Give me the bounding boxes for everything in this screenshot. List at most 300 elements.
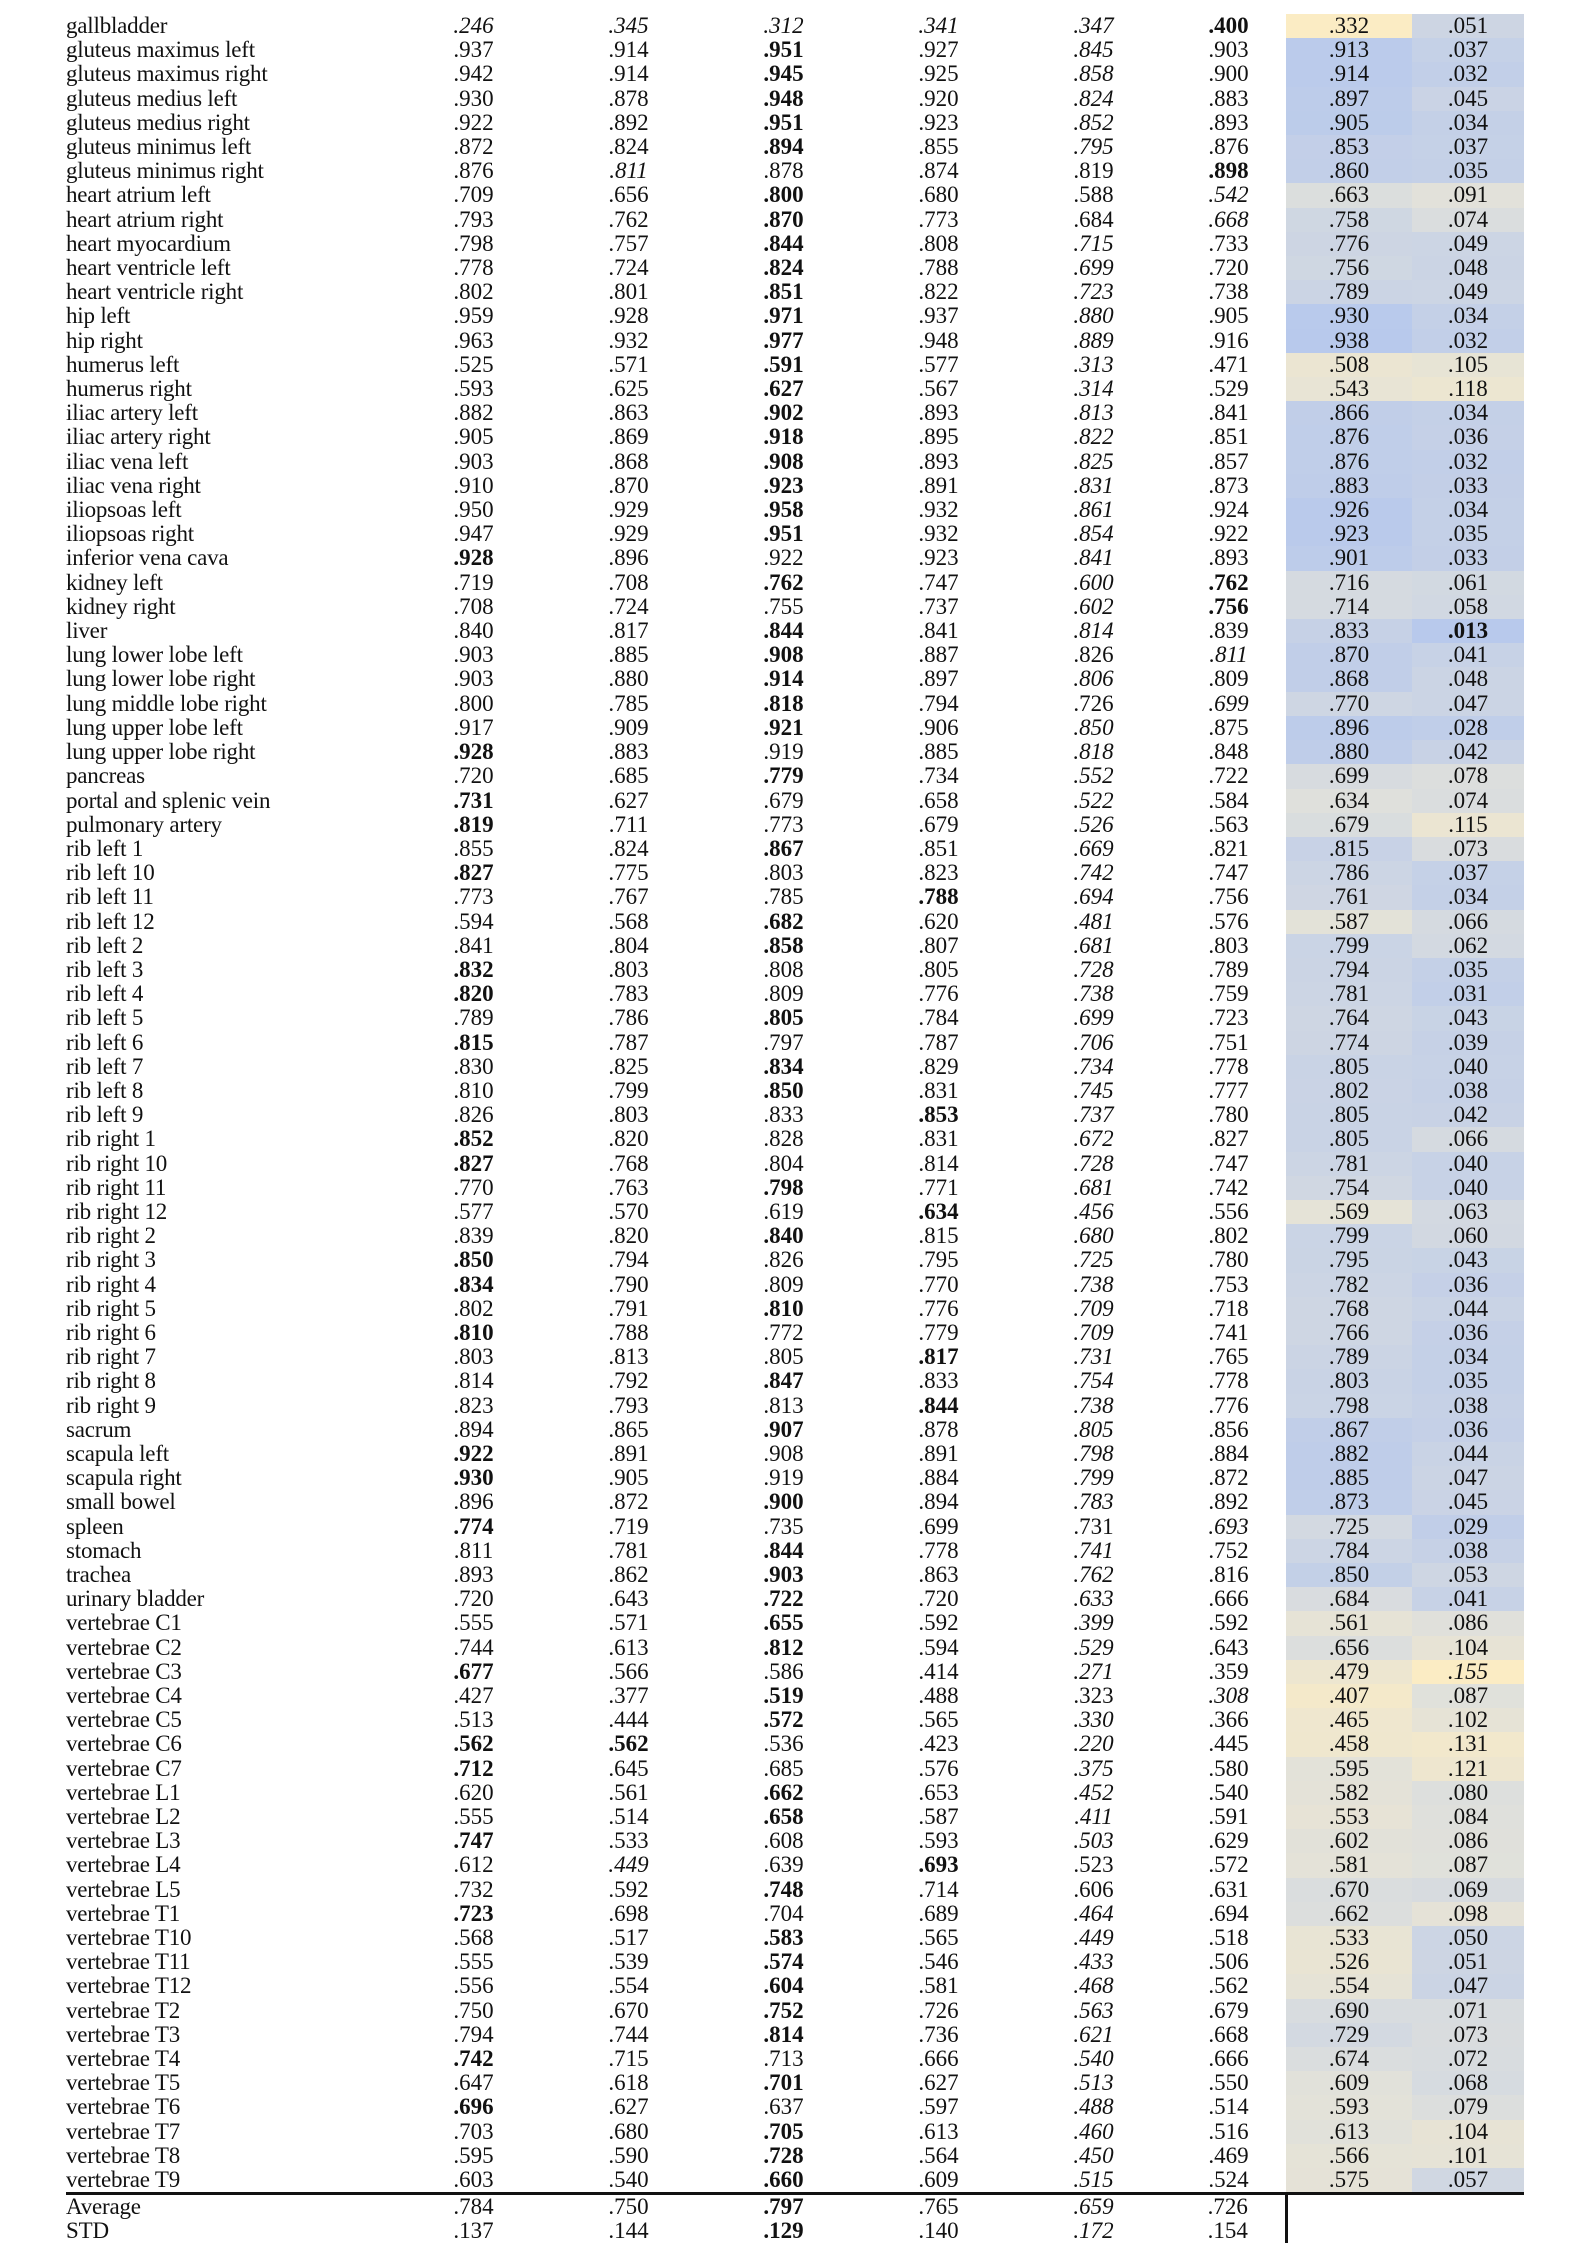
mean-cell: .795 <box>1286 1248 1412 1272</box>
mean-cell: .770 <box>1286 692 1412 716</box>
std-cell: .042 <box>1412 1103 1524 1127</box>
table-row <box>66 401 1524 425</box>
organ-name: rib right 4 <box>66 1272 156 1297</box>
score-cell: .619 <box>763 1199 804 1224</box>
mean-cell: .714 <box>1286 595 1412 619</box>
score-cell: .594 <box>918 1635 959 1660</box>
score-cell: .689 <box>918 1901 959 1926</box>
score-cell: .314 <box>1073 377 1114 402</box>
organ-name: heart ventricle right <box>66 280 244 305</box>
score-cell: .513 <box>1073 2071 1114 2096</box>
score-cell: .848 <box>1208 740 1249 765</box>
score-cell: .778 <box>918 1538 959 1563</box>
score-cell: .799 <box>1073 1466 1114 1491</box>
score-cell: .625 <box>608 377 649 402</box>
table-row <box>66 1369 1524 1393</box>
score-cell: .857 <box>1208 449 1249 474</box>
summary-label: Average <box>66 2194 396 2220</box>
score-cell: .330 <box>1073 1708 1114 1733</box>
std-cell: .051 <box>1412 14 1524 38</box>
organ-name: gluteus minimus right <box>66 159 264 184</box>
table-row <box>66 764 1524 788</box>
score-cell: .752 <box>763 1998 804 2023</box>
score-cell: .805 <box>763 1345 804 1370</box>
score-cell: .772 <box>763 1320 804 1345</box>
table-row <box>66 1805 1524 1829</box>
score-cell: .592 <box>918 1611 959 1636</box>
table-row <box>66 2168 1524 2194</box>
score-cell: .464 <box>1073 1901 1114 1926</box>
score-cell: .840 <box>763 1224 804 1249</box>
score-cell: .618 <box>608 2071 649 2096</box>
mean-cell: .914 <box>1286 62 1412 86</box>
score-cell: .525 <box>453 352 494 377</box>
score-cell: .313 <box>1073 352 1114 377</box>
score-cell: .823 <box>453 1393 494 1418</box>
mean-cell: .833 <box>1286 619 1412 643</box>
table-row <box>66 1974 1524 1998</box>
score-cell: .776 <box>1208 1393 1249 1418</box>
score-cell: .850 <box>453 1248 494 1273</box>
score-cell: .724 <box>608 256 649 281</box>
mean-cell: .913 <box>1286 38 1412 62</box>
score-cell: .670 <box>608 1998 649 2023</box>
mean-cell: .896 <box>1286 716 1412 740</box>
score-cell: .720 <box>918 1587 959 1612</box>
std-cell: .080 <box>1412 1781 1524 1805</box>
organ-name: rib right 5 <box>66 1296 156 1321</box>
organ-name: vertebrae L2 <box>66 1805 181 1830</box>
score-cell: .592 <box>608 1877 649 1902</box>
score-cell: .647 <box>453 2071 494 2096</box>
score-cell: .813 <box>608 1345 649 1370</box>
mean-cell: .508 <box>1286 353 1412 377</box>
score-cell: .679 <box>1208 1998 1249 2023</box>
score-cell: .791 <box>608 1296 649 1321</box>
score-cell: .633 <box>1073 1587 1114 1612</box>
score-cell: .814 <box>918 1151 959 1176</box>
mean-cell: .756 <box>1286 256 1412 280</box>
mean-cell: .880 <box>1286 740 1412 764</box>
std-cell: .041 <box>1412 643 1524 667</box>
table-row <box>66 1297 1524 1321</box>
score-cell: .850 <box>763 1078 804 1103</box>
score-cell: .948 <box>918 328 959 353</box>
score-cell: .523 <box>1073 1853 1114 1878</box>
std-cell: .037 <box>1412 135 1524 159</box>
score-cell: .780 <box>1208 1248 1249 1273</box>
table-row <box>66 813 1524 837</box>
score-cell: .563 <box>1208 812 1249 837</box>
score-cell: .445 <box>1208 1732 1249 1757</box>
score-cell: .765 <box>1208 1345 1249 1370</box>
mean-cell: .609 <box>1286 2071 1412 2095</box>
std-cell: .045 <box>1412 1490 1524 1514</box>
score-cell: .869 <box>608 425 649 450</box>
score-cell: .893 <box>453 1563 494 1587</box>
score-cell: .873 <box>1208 473 1249 498</box>
score-cell: .411 <box>1074 1805 1113 1830</box>
score-cell: .685 <box>763 1756 804 1781</box>
score-cell: .246 <box>453 14 494 38</box>
table-row <box>66 910 1524 934</box>
score-cell: .811 <box>1209 643 1248 668</box>
mean-cell: .332 <box>1286 14 1412 38</box>
table-row <box>66 1127 1524 1151</box>
score-cell: .726 <box>1073 691 1114 716</box>
score-cell: .481 <box>1073 909 1114 934</box>
table-row <box>66 1224 1524 1248</box>
std-cell: .104 <box>1412 2120 1524 2144</box>
score-cell: .719 <box>453 570 494 595</box>
score-cell: .818 <box>763 691 804 716</box>
mean-cell: .794 <box>1286 958 1412 982</box>
score-cell: .916 <box>1208 328 1249 353</box>
score-cell: .728 <box>1073 957 1114 982</box>
table-row <box>66 619 1524 643</box>
score-cell: .805 <box>1073 1417 1114 1442</box>
score-cell: .790 <box>608 1272 649 1297</box>
score-cell: .744 <box>608 2022 649 2047</box>
table-row <box>66 1200 1524 1224</box>
std-cell: .044 <box>1412 1442 1524 1466</box>
score-cell: .571 <box>608 352 649 377</box>
score-cell: .784 <box>918 1006 959 1031</box>
score-cell: .778 <box>453 256 494 281</box>
mean-cell: .885 <box>1286 1466 1412 1490</box>
score-cell: .821 <box>1208 836 1249 861</box>
score-cell: .878 <box>763 159 804 184</box>
score-cell: .609 <box>918 2168 959 2193</box>
table-row <box>66 1563 1524 1587</box>
score-cell: .885 <box>918 740 959 765</box>
organ-name: rib left 11 <box>66 885 154 910</box>
score-cell: .742 <box>453 2047 494 2072</box>
table-row <box>66 1878 1524 1902</box>
score-cell: .833 <box>763 1103 804 1128</box>
score-cell: .699 <box>1208 691 1249 716</box>
std-cell: .035 <box>1412 522 1524 546</box>
summary-row <box>66 2219 1524 2243</box>
score-cell: .699 <box>1073 256 1114 281</box>
score-cell: .891 <box>918 473 959 498</box>
score-cell: .788 <box>608 1320 649 1345</box>
score-cell: .656 <box>608 183 649 208</box>
score-cell: .593 <box>918 1829 959 1854</box>
score-cell: .603 <box>453 2168 494 2193</box>
score-cell: .922 <box>763 546 804 571</box>
std-cell: .034 <box>1412 304 1524 328</box>
score-cell: .738 <box>1073 982 1114 1007</box>
score-cell: .841 <box>1073 546 1114 571</box>
summary-cell: .750 <box>551 2194 706 2220</box>
score-cell: .825 <box>1073 449 1114 474</box>
std-cell: .032 <box>1412 329 1524 353</box>
std-cell: .086 <box>1412 1829 1524 1853</box>
score-cell: .377 <box>608 1684 649 1709</box>
table-row <box>66 1611 1524 1635</box>
organ-name: heart ventricle left <box>66 256 231 281</box>
score-cell: .810 <box>453 1320 494 1345</box>
table-row <box>66 353 1524 377</box>
std-cell: .040 <box>1412 1152 1524 1176</box>
summary-cell: .784 <box>396 2194 551 2220</box>
score-cell: .919 <box>763 740 804 765</box>
mean-cell: .725 <box>1286 1515 1412 1539</box>
score-cell: .680 <box>918 183 959 208</box>
score-cell: .742 <box>1208 1175 1249 1200</box>
score-cell: .742 <box>1073 861 1114 886</box>
std-cell: .155 <box>1412 1660 1524 1684</box>
score-cell: .728 <box>1073 1151 1114 1176</box>
score-cell: .767 <box>608 885 649 910</box>
score-cell: .894 <box>918 1490 959 1515</box>
score-cell: .893 <box>918 449 959 474</box>
score-cell: .778 <box>1208 1054 1249 1079</box>
organ-name: rib right 12 <box>66 1199 168 1224</box>
score-cell: .517 <box>608 1926 649 1951</box>
score-cell: .747 <box>453 1829 494 1854</box>
mean-cell: .850 <box>1286 1563 1412 1587</box>
std-cell: .091 <box>1412 183 1524 207</box>
score-cell: .572 <box>1208 1853 1249 1878</box>
std-cell: .034 <box>1412 1345 1524 1369</box>
score-cell: .643 <box>608 1587 649 1612</box>
score-cell: .839 <box>1208 619 1249 644</box>
std-cell: .048 <box>1412 667 1524 691</box>
score-cell: .724 <box>608 594 649 619</box>
score-cell: .783 <box>608 982 649 1007</box>
score-cell: .562 <box>608 1732 649 1757</box>
score-cell: .885 <box>608 643 649 668</box>
score-cell: .514 <box>608 1805 649 1830</box>
score-cell: .586 <box>763 1659 804 1684</box>
organ-name: rib right 1 <box>66 1127 156 1152</box>
summary-cell: .140 <box>918 2219 959 2243</box>
score-cell: .802 <box>453 1296 494 1321</box>
organ-name: rib right 7 <box>66 1345 156 1370</box>
mean-cell: .805 <box>1286 1055 1412 1079</box>
score-cell: .908 <box>763 449 804 474</box>
score-cell: .762 <box>1208 570 1249 595</box>
score-cell: .928 <box>453 740 494 765</box>
organ-name: vertebrae C3 <box>66 1659 182 1684</box>
score-cell: .850 <box>1073 715 1114 740</box>
mean-cell: .729 <box>1286 2023 1412 2047</box>
table-row <box>66 1079 1524 1103</box>
score-cell: .841 <box>918 619 959 644</box>
mean-cell: .930 <box>1286 304 1412 328</box>
mean-cell: .764 <box>1286 1006 1412 1030</box>
score-cell: .826 <box>763 1248 804 1273</box>
score-cell: .590 <box>608 2143 649 2168</box>
score-cell: .834 <box>453 1272 494 1297</box>
score-cell: .833 <box>918 1369 959 1394</box>
table-row <box>66 304 1524 328</box>
score-cell: .892 <box>1208 1490 1249 1515</box>
std-cell: .118 <box>1412 377 1524 401</box>
score-cell: .844 <box>763 1538 804 1563</box>
table-row <box>66 1394 1524 1418</box>
score-cell: .577 <box>918 352 959 377</box>
organ-name: vertebrae T12 <box>66 1974 192 1999</box>
mean-cell: .526 <box>1286 1950 1412 1974</box>
score-cell: .627 <box>608 2095 649 2120</box>
table-row <box>66 692 1524 716</box>
score-cell: .863 <box>918 1563 959 1587</box>
mean-cell: .876 <box>1286 450 1412 474</box>
score-cell: .808 <box>918 231 959 256</box>
score-cell: .802 <box>453 280 494 305</box>
std-cell: .028 <box>1412 716 1524 740</box>
score-cell: .800 <box>763 183 804 208</box>
score-cell: .924 <box>1208 498 1249 523</box>
organ-name: urinary bladder <box>66 1587 205 1612</box>
score-cell: .704 <box>763 1901 804 1926</box>
table-row <box>66 62 1524 86</box>
score-cell: .861 <box>1073 498 1114 523</box>
score-cell: .529 <box>1208 377 1249 402</box>
score-cell: .820 <box>608 1127 649 1152</box>
std-cell: .047 <box>1412 692 1524 716</box>
organ-name: rib left 8 <box>66 1078 144 1103</box>
score-cell: .795 <box>1073 135 1114 160</box>
table-row <box>66 667 1524 691</box>
score-cell: .810 <box>763 1296 804 1321</box>
score-cell: .627 <box>608 788 649 813</box>
score-cell: .950 <box>453 498 494 523</box>
score-cell: .668 <box>1208 207 1249 232</box>
std-cell: .057 <box>1412 2168 1524 2194</box>
mean-cell: .656 <box>1286 1636 1412 1660</box>
score-cell: .789 <box>1208 957 1249 982</box>
std-cell: .047 <box>1412 1466 1524 1490</box>
score-cell: .787 <box>608 1030 649 1055</box>
score-cell: .853 <box>918 1103 959 1128</box>
score-cell: .571 <box>608 1611 649 1636</box>
std-cell: .035 <box>1412 159 1524 183</box>
score-cell: .831 <box>1073 473 1114 498</box>
organ-name: vertebrae L3 <box>66 1829 181 1854</box>
score-cell: .738 <box>1073 1272 1114 1297</box>
score-cell: .824 <box>763 256 804 281</box>
summary-cell: .144 <box>608 2219 649 2243</box>
mean-cell: .897 <box>1286 87 1412 111</box>
score-cell: .581 <box>918 1974 959 1999</box>
score-cell: .844 <box>763 619 804 644</box>
score-cell: .902 <box>763 401 804 426</box>
score-cell: .550 <box>1208 2071 1249 2096</box>
std-cell: .086 <box>1412 1611 1524 1635</box>
std-cell: .041 <box>1412 1587 1524 1611</box>
organ-name: lung upper lobe left <box>66 715 243 740</box>
score-cell: .763 <box>608 1175 649 1200</box>
score-cell: .693 <box>1208 1514 1249 1539</box>
score-cell: .720 <box>453 764 494 789</box>
organ-name: inferior vena cava <box>66 546 229 571</box>
score-cell: .768 <box>608 1151 649 1176</box>
score-cell: .808 <box>763 957 804 982</box>
score-cell: .930 <box>453 86 494 111</box>
mean-cell: .805 <box>1286 1103 1412 1127</box>
std-cell: .049 <box>1412 280 1524 304</box>
score-cell: .753 <box>1208 1272 1249 1297</box>
score-cell: .858 <box>1073 62 1114 87</box>
score-cell: .903 <box>1208 38 1249 63</box>
std-cell: .038 <box>1412 1539 1524 1563</box>
mean-cell: .758 <box>1286 208 1412 232</box>
organ-name: rib right 8 <box>66 1369 156 1394</box>
score-cell: .677 <box>453 1659 494 1684</box>
score-cell: .433 <box>1073 1950 1114 1975</box>
std-cell: .074 <box>1412 208 1524 232</box>
score-cell: .685 <box>608 764 649 789</box>
score-cell: .958 <box>763 498 804 523</box>
score-cell: .540 <box>608 2168 649 2193</box>
organ-name: lung middle lobe right <box>66 691 267 716</box>
organ-name: iliopsoas right <box>66 522 194 547</box>
score-cell: .920 <box>918 86 959 111</box>
std-cell: .078 <box>1412 764 1524 788</box>
table-row <box>66 280 1524 304</box>
score-cell: .814 <box>453 1369 494 1394</box>
score-cell: .831 <box>918 1078 959 1103</box>
organ-name: iliac vena right <box>66 473 201 498</box>
score-cell: .923 <box>763 473 804 498</box>
organ-name: vertebrae T7 <box>66 2119 181 2144</box>
score-cell: .574 <box>763 1950 804 1975</box>
score-cell: .515 <box>1073 2168 1114 2193</box>
score-cell: .947 <box>453 522 494 547</box>
mean-cell: .595 <box>1286 1757 1412 1781</box>
summary-cell: .726 <box>1171 2194 1286 2220</box>
organ-name: pancreas <box>66 764 145 789</box>
score-cell: .681 <box>1073 1175 1114 1200</box>
score-cell: .567 <box>918 377 959 402</box>
score-cell: .741 <box>1208 1320 1249 1345</box>
organ-name: vertebrae C5 <box>66 1708 182 1733</box>
score-cell: .884 <box>1208 1441 1249 1466</box>
score-cell: .781 <box>608 1538 649 1563</box>
score-cell: .852 <box>453 1127 494 1152</box>
table-row <box>66 2120 1524 2144</box>
score-cell: .797 <box>763 1030 804 1055</box>
std-cell: .038 <box>1412 1079 1524 1103</box>
organ-name: rib left 7 <box>66 1054 144 1079</box>
table-row <box>66 1176 1524 1200</box>
table-row <box>66 474 1524 498</box>
score-cell: .762 <box>608 207 649 232</box>
score-cell: .658 <box>918 788 959 813</box>
score-cell: .718 <box>1208 1296 1249 1321</box>
score-cell: .894 <box>453 1417 494 1442</box>
score-cell: .762 <box>763 570 804 595</box>
mean-cell: .784 <box>1286 1539 1412 1563</box>
organ-name: vertebrae T1 <box>66 1901 181 1926</box>
organ-name: kidney right <box>66 594 176 619</box>
summary-cell: .137 <box>453 2219 494 2243</box>
score-cell: .715 <box>608 2047 649 2072</box>
mean-cell: .768 <box>1286 1297 1412 1321</box>
organ-name: rib left 12 <box>66 909 155 934</box>
score-cell: .824 <box>1073 86 1114 111</box>
score-cell: .713 <box>763 2047 804 2072</box>
score-cell: .731 <box>1073 1514 1114 1539</box>
score-cell: .631 <box>1208 1877 1249 1902</box>
mean-cell: .815 <box>1286 837 1412 861</box>
score-cell: .788 <box>918 256 959 281</box>
table-row <box>66 1684 1524 1708</box>
